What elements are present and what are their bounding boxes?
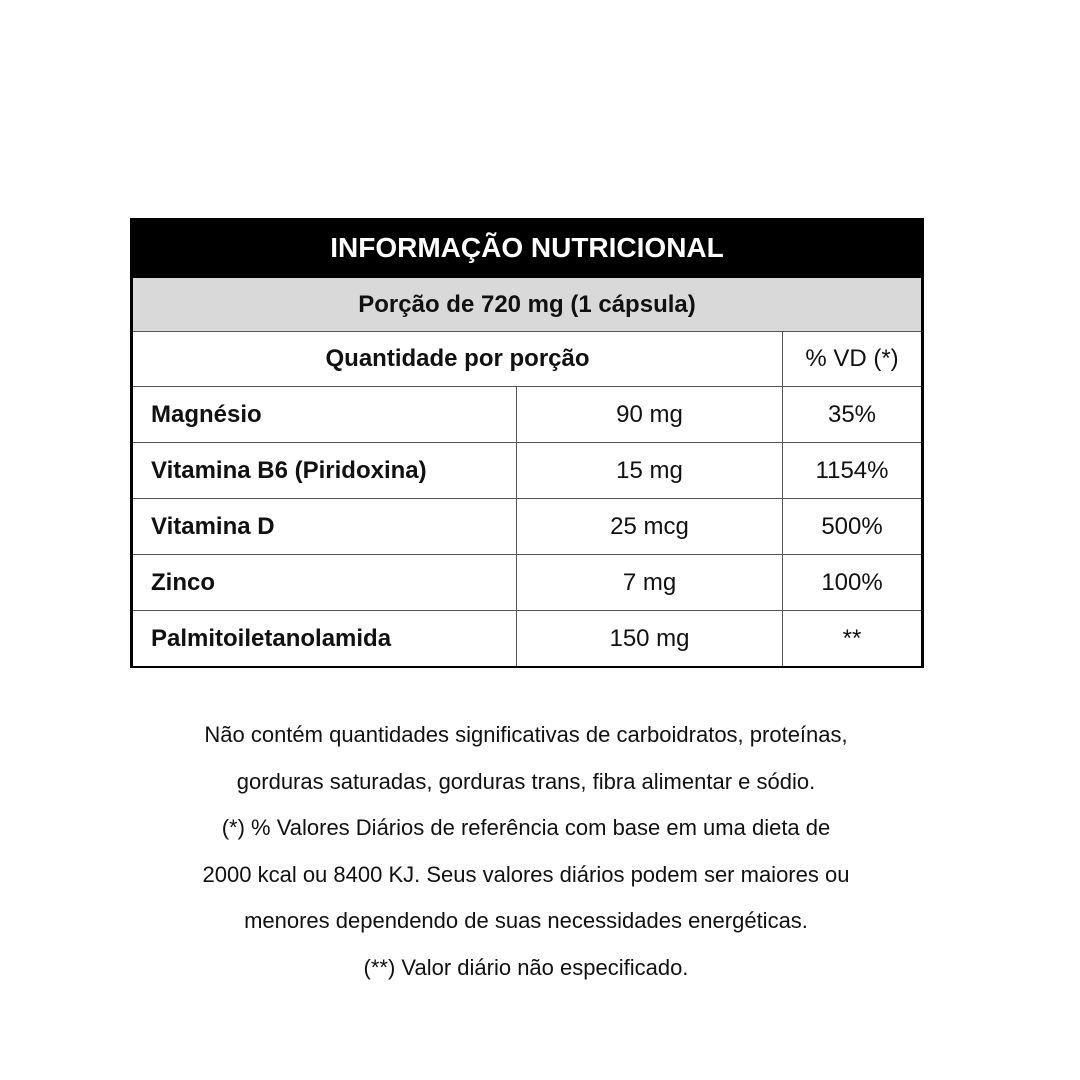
serving-size-row	[132, 278, 923, 332]
footnote-line: (*) % Valores Diários de referência com base em uma dieta de	[221, 815, 831, 841]
footnote-line: menores dependendo de suas necessidades energéticas.	[244, 908, 808, 934]
nutrient-daily-value: 500%	[783, 499, 923, 555]
nutrient-row	[132, 387, 923, 443]
nutrient-name: Palmitoiletanolamida	[132, 611, 517, 668]
footnote-line: Não contém quantidades significativas de carboidratos, proteínas,	[204, 722, 848, 747]
nutrient-name: Magnésio	[132, 387, 517, 443]
nutrient-name: Zinco	[132, 555, 517, 611]
footnote-line: gorduras saturadas, gorduras trans, fibra alimentar e sódio.	[236, 768, 816, 794]
nutrient-daily-value: **	[783, 611, 923, 668]
nutrient-row	[132, 443, 923, 499]
nutrient-daily-value: 35%	[783, 387, 923, 443]
nutrient-row	[132, 611, 923, 668]
column-header-row	[132, 332, 923, 387]
nutrient-daily-value: 100%	[783, 555, 923, 611]
daily-value-header: % VD (*)	[783, 332, 923, 387]
nutrition-facts-table	[130, 218, 924, 668]
footnotes	[120, 712, 932, 992]
nutrient-daily-value: 1154%	[783, 443, 923, 499]
footnote-line: (**) Valor diário não especificado.	[363, 954, 689, 980]
table-title: INFORMAÇÃO NUTRICIONAL	[132, 219, 923, 278]
nutrient-amount: 25 mcg	[517, 499, 783, 555]
nutrient-amount: 7 mg	[517, 555, 783, 611]
nutrient-amount: 90 mg	[517, 387, 783, 443]
nutrient-amount: 150 mg	[517, 611, 783, 668]
quantity-header: Quantidade por porção	[132, 332, 783, 387]
nutrient-name: Vitamina B6 (Piridoxina)	[132, 443, 517, 499]
nutrient-amount: 15 mg	[517, 443, 783, 499]
serving-size: Porção de 720 mg (1 cápsula)	[132, 278, 923, 332]
nutrient-name: Vitamina D	[132, 499, 517, 555]
nutrient-row	[132, 555, 923, 611]
table-title-row	[132, 219, 923, 278]
nutrient-row	[132, 499, 923, 555]
footnote-line: 2000 kcal ou 8400 KJ. Seus valores diários podem ser maiores ou	[202, 861, 850, 887]
